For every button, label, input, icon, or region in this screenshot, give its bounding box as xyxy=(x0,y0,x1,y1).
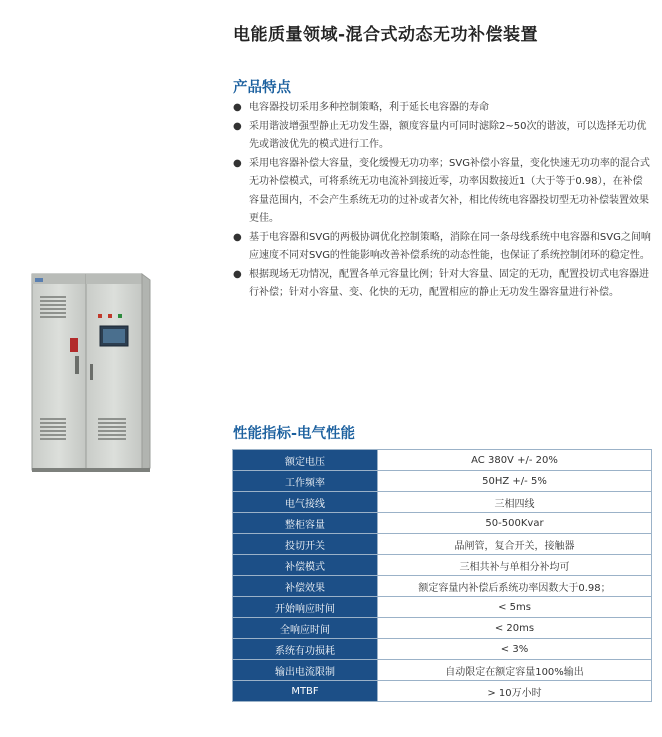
feature-item xyxy=(233,155,651,229)
spec-label: 额定电压 xyxy=(233,450,378,471)
spec-label: 投切开关 xyxy=(233,534,378,555)
spec-label: 电气接线 xyxy=(233,492,378,513)
table-row xyxy=(233,597,652,618)
spec-value: AC 380V +/- 20% xyxy=(378,450,652,471)
feature-text: 基于电容器和SVG的两极协调优化控制策略，消除在同一条母线系统中电容器和SVG之间响应速度不同对SVG的性能影响改善补偿系统的动态性能，也保证了系统控制闭环的稳定性。 xyxy=(249,231,651,261)
spec-value: < 5ms xyxy=(378,597,652,618)
spec-table xyxy=(232,449,652,702)
feature-text: 电容器投切采用多种控制策略，利于延长电容器的寿命 xyxy=(249,102,489,113)
table-row xyxy=(233,534,652,555)
feature-item xyxy=(233,266,651,303)
spec-label: MTBF xyxy=(233,681,378,702)
spec-value: < 3% xyxy=(378,639,652,660)
spec-value: 额定容量内补偿后系统功率因数大于0.98； xyxy=(378,576,652,597)
spec-label: 全响应时间 xyxy=(233,618,378,639)
bullet-icon: ● xyxy=(233,120,242,132)
spec-label: 工作频率 xyxy=(233,471,378,492)
spec-value: 三相共补与单相分补均可 xyxy=(378,555,652,576)
spec-label: 系统有功损耗 xyxy=(233,639,378,660)
bullet-icon: ● xyxy=(233,157,242,169)
bullet-icon: ● xyxy=(233,102,242,113)
spec-value: > 10万小时 xyxy=(378,681,652,702)
spec-value: 50HZ +/- 5% xyxy=(378,471,652,492)
spec-value: 自动限定在额定容量100%输出 xyxy=(378,660,652,681)
bullet-icon: ● xyxy=(233,231,242,243)
spec-label: 补偿效果 xyxy=(233,576,378,597)
table-row xyxy=(233,576,652,597)
table-row xyxy=(233,618,652,639)
table-row xyxy=(233,639,652,660)
table-row xyxy=(233,471,652,492)
table-row xyxy=(233,492,652,513)
bullet-icon: ● xyxy=(233,268,242,280)
spec-label: 补偿模式 xyxy=(233,555,378,576)
spec-value: 50-500Kvar xyxy=(378,513,652,534)
table-row xyxy=(233,450,652,471)
feature-item xyxy=(233,118,651,155)
spec-label: 开始响应时间 xyxy=(233,597,378,618)
specs-title: 性能指标-电气性能 xyxy=(233,426,356,442)
table-row xyxy=(233,555,652,576)
feature-text: 采用电容器补偿大容量，变化缓慢无功功率；SVG补偿小容量，变化快速无功功率的混合式无功补偿模式，可将系统无功电流补到接近零，功率因数接近1（大于等于0.98），在补偿容量范围内，不会产生系统无功的过补或者欠补，相比传统电容器投切型无功补偿装置效果更佳。 xyxy=(249,157,650,224)
feature-text: 根据现场无功情况，配置各单元容量比例；针对大容量、固定的无功，配置投切式电容器进行补偿；针对小容量、变、化快的无功，配置相应的静止无功发生器容量进行补偿。 xyxy=(249,268,649,298)
feature-item xyxy=(233,99,651,118)
table-row xyxy=(233,660,652,681)
table-row xyxy=(233,513,652,534)
spec-value: < 20ms xyxy=(378,618,652,639)
feature-item xyxy=(233,229,651,266)
spec-value: 三相四线 xyxy=(378,492,652,513)
spec-label: 整柜容量 xyxy=(233,513,378,534)
table-row xyxy=(233,681,652,702)
page-title: 电能质量领域-混合式动态无功补偿装置 xyxy=(233,25,539,45)
spec-value: 晶闸管，复合开关，接触器 xyxy=(378,534,652,555)
spec-label: 输出电流限制 xyxy=(233,660,378,681)
product-cabinet-image xyxy=(18,268,156,480)
features-title: 产品特点 xyxy=(233,80,291,96)
feature-text: 采用谐波增强型静止无功发生器，额度容量内可同时滤除2~50次的谐波，可以选择无功优先或谐波优先的模式进行工作。 xyxy=(249,120,647,150)
features-list xyxy=(233,99,651,303)
